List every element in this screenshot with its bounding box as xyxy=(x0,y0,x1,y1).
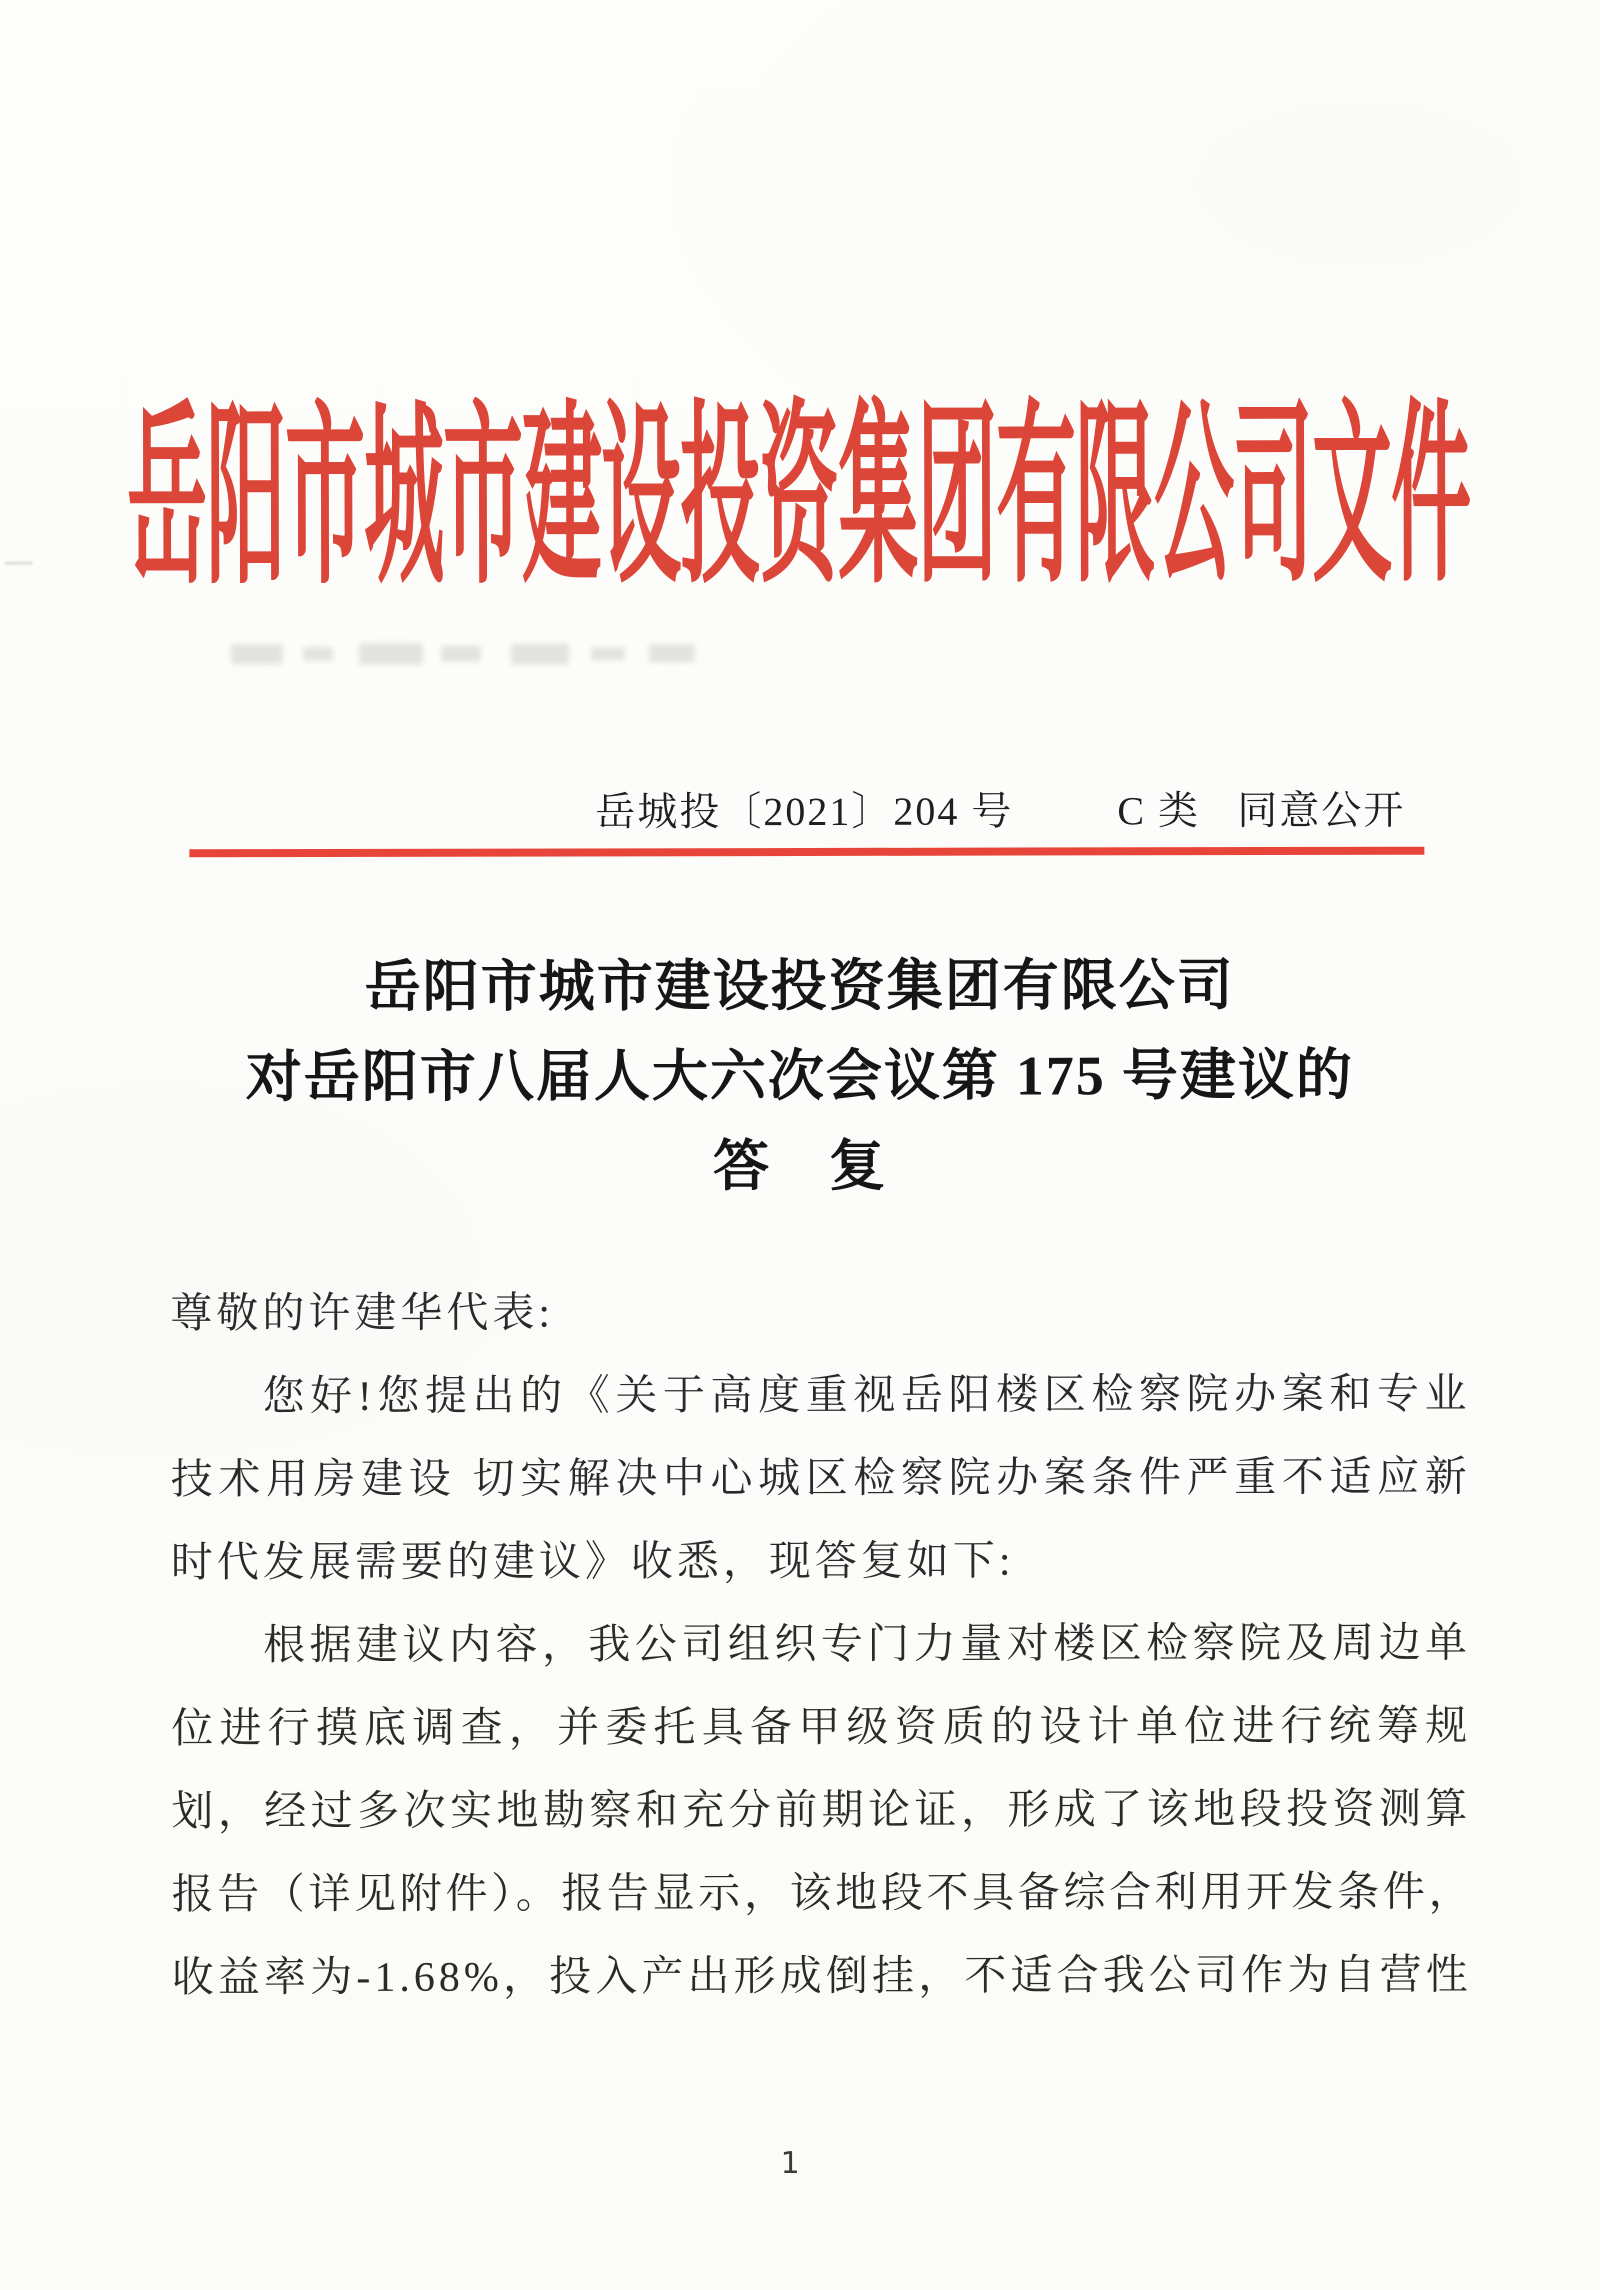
scan-bleed-artifact xyxy=(231,642,771,691)
body-line: 报告（详见附件）。报告显示，该地段不具备综合利用开发条件， xyxy=(171,1869,1472,1919)
document-title-line3: 答 复 xyxy=(712,1135,888,1199)
document-body xyxy=(170,1271,1472,2021)
red-letterhead-title: 岳阳市城市建设投资集团有限公司文件 xyxy=(126,390,1471,610)
body-line: 时代发展需要的建议》收悉，现答复如下: xyxy=(170,1538,1015,1587)
document-classification: C 类 xyxy=(1117,788,1201,834)
body-line: 划，经过多次实地勘察和充分前期论证，形成了该地段投资测算 xyxy=(171,1786,1472,1836)
salutation-line: 尊敬的许建华代表: xyxy=(170,1290,555,1338)
document-title-line1: 岳阳市城市建设投资集团有限公司 xyxy=(364,955,1235,1019)
body-line: 收益率为-1.68%，投入产出形成倒挂，不适合我公司作为自营性 xyxy=(171,1952,1472,2002)
scan-scratch-artifact xyxy=(5,562,33,565)
document-number: 岳城投〔2021〕204 号 xyxy=(595,788,1014,835)
body-line: 您好!您提出的《关于高度重视岳阳楼区检察院办案和专业 xyxy=(262,1371,1471,1421)
body-line: 技术用房建设 切实解决中心城区检察院办案条件严重不适应新 xyxy=(170,1454,1471,1504)
body-line: 根据建议内容，我公司组织专门力量对楼区检察院及周边单 xyxy=(263,1620,1472,1670)
document-title-line2: 对岳阳市八届人大六次会议第 175 号建议的 xyxy=(245,1044,1354,1110)
page-number: 1 xyxy=(780,2146,800,2182)
body-line: 位进行摸底调查，并委托具备甲级资质的设计单位进行统筹规 xyxy=(171,1703,1472,1753)
document-title xyxy=(0,940,1600,1213)
document-publicity-status: 同意公开 xyxy=(1237,787,1406,834)
red-divider-line xyxy=(189,847,1424,858)
